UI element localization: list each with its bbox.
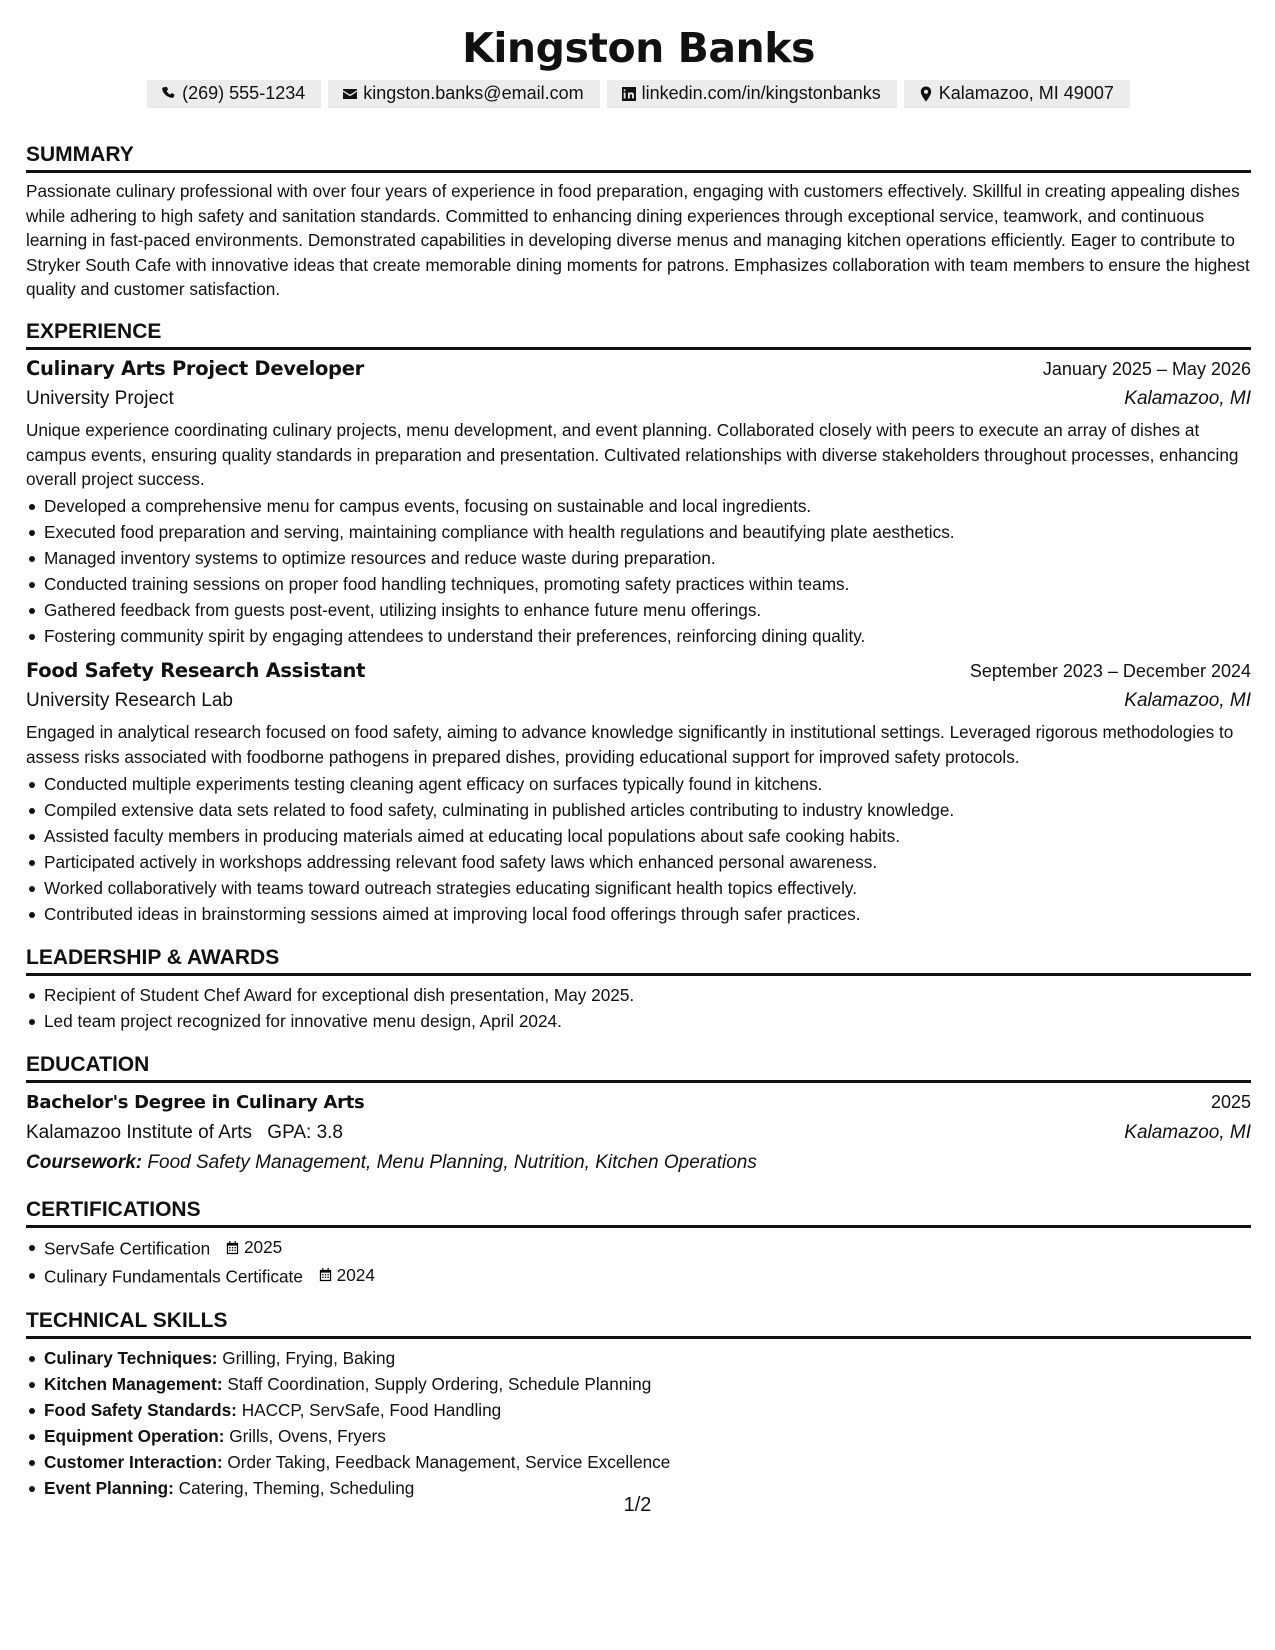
job-title: Food Safety Research Assistant xyxy=(26,659,366,683)
cert-year: 2025 xyxy=(244,1237,283,1258)
map-pin-icon xyxy=(918,86,934,102)
school-location: Kalamazoo, MI xyxy=(1124,1122,1251,1144)
contact-bar xyxy=(26,80,1251,108)
job-location: Kalamazoo, MI xyxy=(1124,387,1251,409)
list-item: Worked collaboratively with teams toward outreach strategies educating significant health topics effectively. xyxy=(26,875,1251,901)
list-item: Developed a comprehensive menu for campus events, focusing on sustainable and local ingredients. xyxy=(26,493,1251,519)
list-item: Led team project recognized for innovative menu design, April 2024. xyxy=(26,1008,1251,1034)
degree-title: Bachelor's Degree in Culinary Arts xyxy=(26,1092,365,1114)
job-bullets xyxy=(26,493,1251,650)
job-dates: January 2025 – May 2026 xyxy=(1042,358,1251,379)
experience-entry xyxy=(26,656,1251,927)
job-location: Kalamazoo, MI xyxy=(1124,690,1251,712)
job-dates: September 2023 – December 2024 xyxy=(969,661,1251,682)
skill-label: Event Planning: xyxy=(44,1478,174,1498)
list-item: Conducted multiple experiments testing cleaning agent efficacy on surfaces typically found in kitchens. xyxy=(26,771,1251,797)
phone-icon xyxy=(161,86,177,102)
certifications-section xyxy=(26,1185,1251,1289)
job-description: Engaged in analytical research focused on food safety, aiming to advance knowledge significantly in institutional settings. Leveraged rigorous methodologies to assess risks associated with foodborne pathogens in prepared dishes, providing educational support for improved safety protocols. xyxy=(26,722,1234,767)
coursework-list: Food Safety Management, Menu Planning, Nutrition, Kitchen Operations xyxy=(147,1152,757,1174)
job-organization: University Project xyxy=(26,387,174,409)
list-item xyxy=(26,1397,1251,1423)
skill-label: Equipment Operation: xyxy=(44,1425,225,1446)
cert-year: 2024 xyxy=(336,1264,375,1285)
leadership-heading: LEADERSHIP & AWARDS xyxy=(26,933,1251,976)
cert-name: Culinary Fundamentals Certificate xyxy=(44,1266,303,1287)
list-item: Gathered feedback from guests post-event, utilizing insights to enhance future menu offerings. xyxy=(26,597,1251,623)
contact-email[interactable] xyxy=(328,80,599,108)
skill-value: HACCP, ServSafe, Food Handling xyxy=(241,1399,502,1420)
list-item xyxy=(26,1345,1251,1371)
job-organization: University Research Lab xyxy=(26,690,233,712)
list-item: Participated actively in workshops addressing relevant food safety laws which enhanced personal awareness. xyxy=(26,849,1251,875)
contact-location xyxy=(904,80,1130,108)
linkedin-icon xyxy=(621,86,637,102)
calendar-icon xyxy=(318,1267,333,1282)
coursework xyxy=(26,1148,1251,1178)
skill-label: Kitchen Management: xyxy=(44,1373,223,1394)
skill-value: Grilling, Frying, Baking xyxy=(222,1347,396,1368)
list-item xyxy=(26,1262,1251,1290)
skill-value: Catering, Theming, Scheduling xyxy=(178,1478,415,1498)
location-text: Kalamazoo, MI 49007 xyxy=(938,83,1114,103)
leadership-list xyxy=(26,982,1251,1034)
list-item: Executed food preparation and serving, maintaining compliance with health regulations and beautifying plate aesthetics. xyxy=(26,519,1251,545)
gpa: GPA: 3.8 xyxy=(267,1122,343,1144)
envelope-icon xyxy=(342,86,358,102)
contact-phone[interactable] xyxy=(147,80,321,108)
list-item: Managed inventory systems to optimize resources and reduce waste during preparation. xyxy=(26,545,1251,571)
skill-value: Order Taking, Feedback Management, Service Excellence xyxy=(227,1451,671,1472)
list-item: Fostering community spirit by engaging attendees to understand their preferences, reinforcing dining quality. xyxy=(26,623,1251,649)
phone-text: (269) 555-1234 xyxy=(182,83,306,103)
page-number: 1/2 xyxy=(623,1494,652,1516)
degree-year: 2025 xyxy=(1210,1092,1251,1113)
list-item xyxy=(26,1449,1251,1475)
skill-label: Culinary Techniques: xyxy=(44,1347,218,1368)
list-item xyxy=(26,1423,1251,1449)
calendar-icon xyxy=(225,1240,240,1255)
resume-page xyxy=(26,0,1251,1501)
summary-text: Passionate culinary professional with over four years of experience in food preparation, engaging with customers effectively. Skillful in creating appealing dishes while adhering to high safety and sanitation standards. Committed to enhancing dining experiences through exceptional service, teamwork, and continuous learning in fast-paced environments. Demonstrated capabilities in developing diverse menus and managing kitchen operations efficiently. Eager to contribute to Stryker South Cafe with innovative ideas that create memorable dining moments for patrons. Emphasizes collaboration with team members to ensure the highest quality and customer satisfaction. xyxy=(26,181,1250,300)
list-item: Contributed ideas in brainstorming sessions aimed at improving local food offerings through safer practices. xyxy=(26,901,1251,927)
leadership-section xyxy=(26,933,1251,1034)
certifications-list xyxy=(26,1234,1251,1289)
skill-value: Grills, Ovens, Fryers xyxy=(229,1425,386,1446)
skill-label: Food Safety Standards: xyxy=(44,1399,237,1420)
experience-section xyxy=(26,307,1251,927)
list-item xyxy=(26,1371,1251,1397)
job-title: Culinary Arts Project Developer xyxy=(26,356,364,380)
skill-value: Staff Coordination, Supply Ordering, Schedule Planning xyxy=(227,1373,652,1394)
job-bullets xyxy=(26,771,1251,928)
skills-section xyxy=(26,1296,1251,1502)
skills-heading: TECHNICAL SKILLS xyxy=(26,1296,1251,1339)
experience-entry xyxy=(26,354,1251,649)
summary-section xyxy=(26,130,1251,302)
list-item: Assisted faculty members in producing materials aimed at educating local populations about safe cooking habits. xyxy=(26,823,1251,849)
job-description: Unique experience coordinating culinary projects, menu development, and event planning. Collaborated closely with peers to execute an array of dishes at campus events, ensuring quality standards in preparation and presentation. Cultivated relationships with diverse stakeholders throughout processes, enhancing overall project success. xyxy=(26,419,1239,490)
experience-heading: EXPERIENCE xyxy=(26,307,1251,350)
list-item: Recipient of Student Chef Award for exceptional dish presentation, May 2025. xyxy=(26,982,1251,1008)
list-item: Conducted training sessions on proper food handling techniques, promoting safety practices within teams. xyxy=(26,571,1251,597)
candidate-name: Kingston Banks xyxy=(462,24,815,72)
cert-name: ServSafe Certification xyxy=(44,1238,211,1259)
certifications-heading: CERTIFICATIONS xyxy=(26,1185,1251,1228)
list-item: Compiled extensive data sets related to food safety, culminating in published articles contributing to industry knowledge. xyxy=(26,797,1251,823)
linkedin-text: linkedin.com/in/kingstonbanks xyxy=(641,83,881,103)
education-heading: EDUCATION xyxy=(26,1040,1251,1083)
school-name: Kalamazoo Institute of Arts xyxy=(26,1122,253,1144)
education-section xyxy=(26,1040,1251,1178)
contact-linkedin[interactable] xyxy=(607,80,897,108)
skill-label: Customer Interaction: xyxy=(44,1451,223,1472)
summary-heading: SUMMARY xyxy=(26,130,1251,173)
list-item xyxy=(26,1234,1251,1262)
skills-list xyxy=(26,1345,1251,1502)
coursework-label: Coursework: xyxy=(26,1152,143,1174)
email-text: kingston.banks@email.com xyxy=(363,83,584,103)
